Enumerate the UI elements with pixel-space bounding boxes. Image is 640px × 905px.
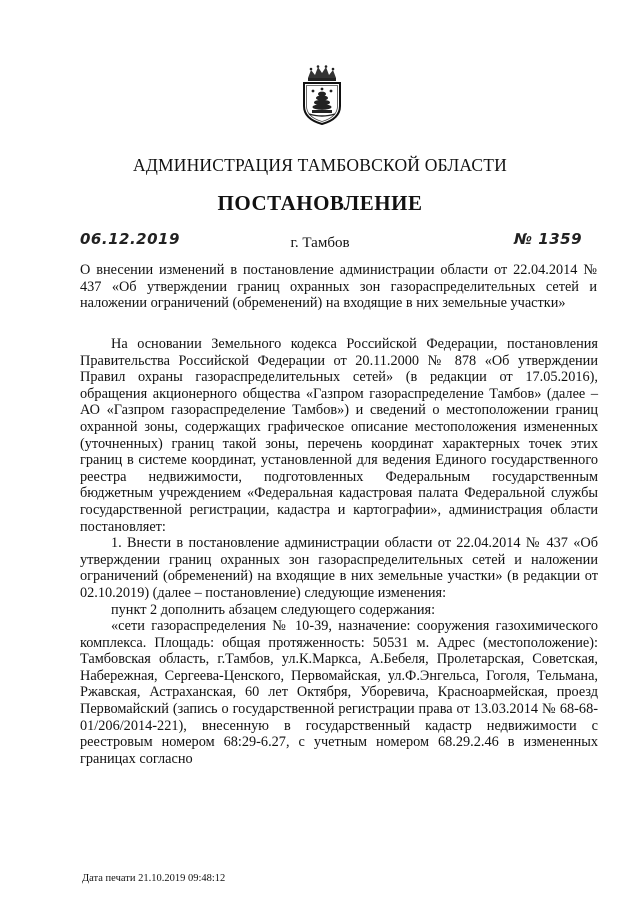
tambov-coat-of-arms-icon (296, 64, 348, 126)
body-paragraph: На основании Земельного кодекса Российской Федерации, постановления Правительства Российской Федерации от 20.11.2000 № 878 «Об утверждении Правил охраны газораспределительных сетей» (в редакции от 17.05.2016), обращения акционерного общества «Газпром газораспределение Тамбов» (далее – АО «Газпром газораспределение Тамбов») и сведений о местоположении границ охранной зоны, содержащих графическое описание местоположения измененных (уточненных) границ такой зоны, перечень координат характерных точек этих границ в системе координат, установленной для ведения Единого государственного реестра недвижимости, подготовленных Федеральным государственным бюджетным учреждением «Федеральная кадастровая палата Федеральной службы государственной регистрации, кадастра и картографии», администрация области постановляет: (80, 336, 598, 535)
body-paragraph: «сети газораспределения № 10-39, назначение: сооружения газохимического комплекса. Площадь: общая протяженность: 50531 м. Адрес (местоположение): Тамбовская область, г.Тамбов, ул.К.Маркса, А.Бебеля, Пролетарская, Советская, Набережная, Сергеева-Ценского, Первомайская, ул.Ф.Энгельса, Гоголя, Тельмана, Ржавская, Астраханская, 60 лет Октября, Уборевича, Красноармейская, проезд Первомайский (запись о государственной регистрации права от 13.03.2014 № 68-68-01/206/2014-221), внесенную в государственный кадастр недвижимости с реестровым номером 68:29-6.27, с учетным номером 68.29.2.46 в измененных границах согласно (80, 618, 598, 767)
document-body (80, 336, 598, 767)
handwritten-number: № 1359 (514, 230, 583, 248)
agency-name: АДМИНИСТРАЦИЯ ТАМБОВСКОЙ ОБЛАСТИ (133, 155, 507, 175)
handwritten-date: 06.12.2019 (80, 230, 180, 248)
document-type: ПОСТАНОВЛЕНИЕ (217, 191, 423, 215)
body-paragraph: пункт 2 дополнить абзацем следующего содержания: (111, 601, 436, 618)
print-date: Дата печати 21.10.2019 09:48:12 (82, 873, 226, 884)
city: г. Тамбов (290, 235, 350, 251)
document-subject: О внесении изменений в постановление администрации области от 22.04.2014 № 437 «Об утверждении границ охранных зон газораспределительных сетей и наложении ограничений (обременений) на входящие в них земельные участки» (80, 262, 597, 312)
body-paragraph: 1. Внести в постановление администрации области от 22.04.2014 № 437 «Об утверждении границ охранных зон газораспределительных сетей и наложении ограничений (обременений) на входящие в них земельные участки» (в редакции от 02.10.2019) (далее – постановление) следующие изменения: (80, 535, 598, 601)
